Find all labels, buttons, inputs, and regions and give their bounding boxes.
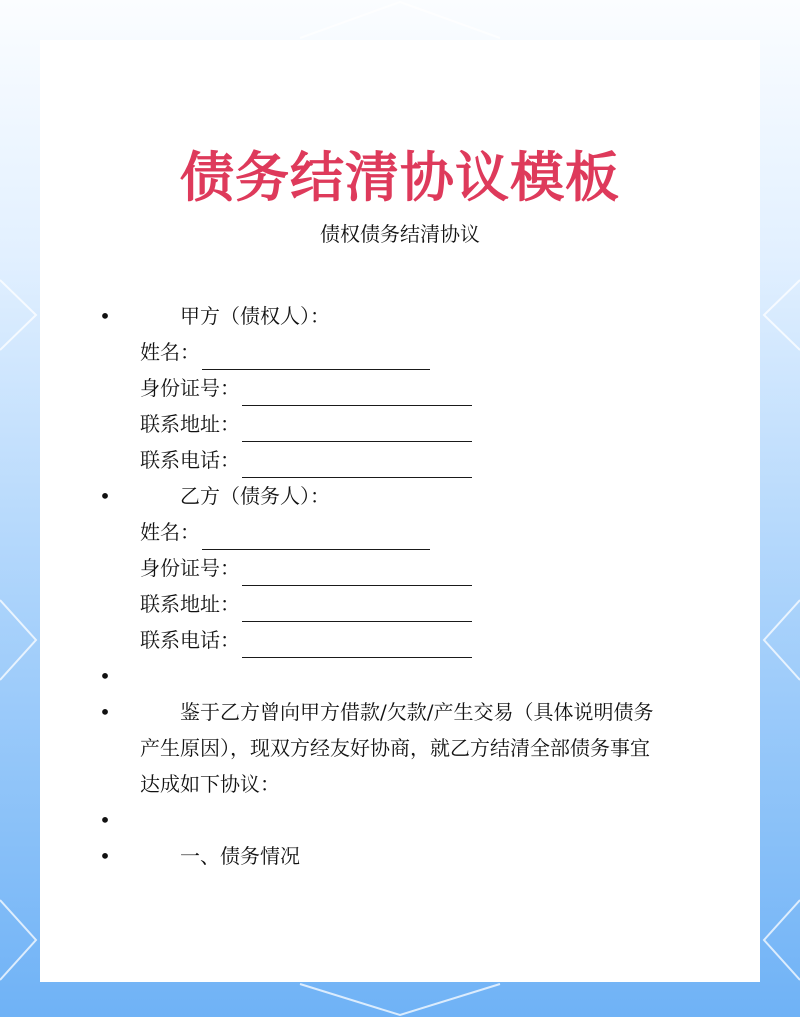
party-b-name-field xyxy=(140,514,660,550)
blank-line xyxy=(202,342,430,370)
bullet-icon: • xyxy=(99,664,111,688)
field-label: 联系地址： xyxy=(140,412,240,436)
party-b-id-field xyxy=(140,550,660,586)
preamble-paragraph xyxy=(99,694,660,802)
field-label: 姓名： xyxy=(140,520,200,544)
blank-line xyxy=(242,378,472,406)
party-b-heading xyxy=(99,478,660,514)
field-label: 身份证号： xyxy=(140,376,240,400)
blank-line xyxy=(242,630,472,658)
field-label: 姓名： xyxy=(140,340,200,364)
bullet-icon: • xyxy=(99,844,111,868)
document-page xyxy=(40,40,760,982)
empty-bullet xyxy=(99,802,660,838)
blank-line xyxy=(242,450,472,478)
party-b-heading-text: 乙方（债务人）： xyxy=(180,484,330,508)
party-a-name-field xyxy=(140,334,660,370)
bullet-icon: • xyxy=(99,808,111,832)
empty-bullet xyxy=(99,658,660,694)
party-a-heading xyxy=(99,298,660,334)
blank-line xyxy=(202,522,430,550)
field-label: 联系电话： xyxy=(140,448,240,472)
section-heading-text: 一、债务情况 xyxy=(180,844,300,868)
field-label: 联系地址： xyxy=(140,592,240,616)
bullet-icon: • xyxy=(99,700,111,724)
party-b-phone-field xyxy=(140,622,660,658)
document-body xyxy=(99,298,660,874)
field-label: 联系电话： xyxy=(140,628,240,652)
blank-line xyxy=(242,414,472,442)
party-a-heading-text: 甲方（债权人）： xyxy=(180,304,330,328)
document-subtitle: 债权债务结清协议 xyxy=(320,222,480,246)
section-heading xyxy=(99,838,660,874)
party-b-address-field xyxy=(140,586,660,622)
blank-line xyxy=(242,558,472,586)
party-a-address-field xyxy=(140,406,660,442)
party-a-id-field xyxy=(140,370,660,406)
bullet-icon: • xyxy=(99,304,111,328)
party-a-phone-field xyxy=(140,442,660,478)
bullet-icon: • xyxy=(99,484,111,508)
document-title: 债务结清协议模板 xyxy=(180,146,620,209)
field-label: 身份证号： xyxy=(140,556,240,580)
blank-line xyxy=(242,594,472,622)
preamble-text: 鉴于乙方曾向甲方借款/欠款/产生交易（具体说明债务产生原因），现双方经友好协商，就乙方结清全部债务事宜达成如下协议： xyxy=(140,700,654,796)
